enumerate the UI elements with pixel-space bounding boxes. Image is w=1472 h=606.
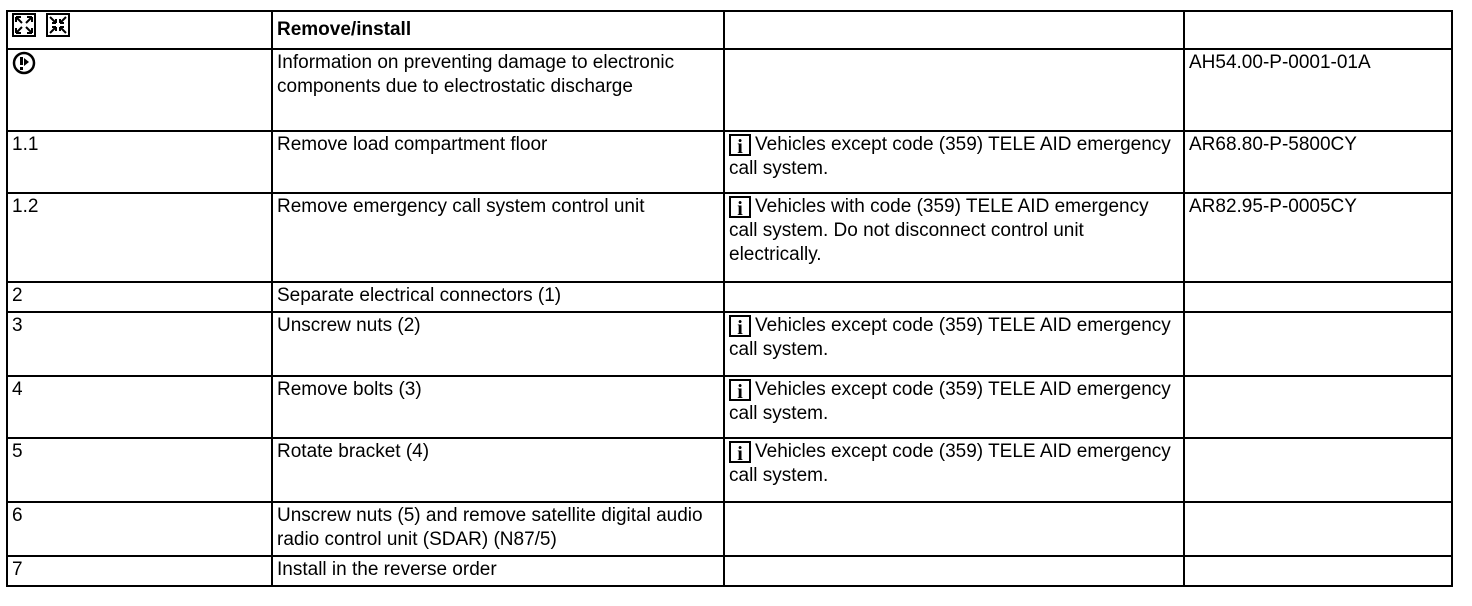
reference-cell	[1184, 376, 1452, 438]
header-empty-ref	[1184, 11, 1452, 49]
step-cell	[7, 49, 272, 131]
info-icon: i	[729, 196, 751, 218]
action-cell: Install in the reverse order	[272, 556, 724, 586]
row-3	[7, 312, 1452, 376]
note-text: Vehicles with code (359) TELE AID emergency call system. Do not disconnect control unit electrically.	[729, 196, 1149, 265]
step-cell: 5	[7, 438, 272, 502]
info-icon: i	[729, 134, 751, 156]
action-cell: Separate electrical connectors (1)	[272, 282, 724, 312]
step-cell: 1.1	[7, 131, 272, 193]
note-cell	[724, 49, 1184, 131]
note-cell	[724, 376, 1184, 438]
reference-link[interactable]: AR68.80-P-5800CY	[1184, 131, 1452, 193]
note-cell	[724, 312, 1184, 376]
row-esd-info	[7, 49, 1452, 131]
row-1-2	[7, 193, 1452, 282]
action-cell: Unscrew nuts (5) and remove satellite digital audio radio control unit (SDAR) (N87/5)	[272, 502, 724, 556]
info-icon: i	[729, 315, 751, 337]
header-icons-cell	[7, 11, 272, 49]
action-cell: Remove bolts (3)	[272, 376, 724, 438]
row-6	[7, 502, 1452, 556]
info-icon: i	[729, 379, 751, 401]
procedure-table	[6, 10, 1453, 587]
note-text: Vehicles except code (359) TELE AID emergency call system.	[729, 441, 1171, 486]
step-cell: 3	[7, 312, 272, 376]
reference-link[interactable]: AR82.95-P-0005CY	[1184, 193, 1452, 282]
row-5	[7, 438, 1452, 502]
header-empty-note	[724, 11, 1184, 49]
reference-cell	[1184, 312, 1452, 376]
collapse-icon[interactable]	[46, 13, 70, 44]
note-cell	[724, 193, 1184, 282]
header-title: Remove/install	[272, 11, 724, 49]
row-2	[7, 282, 1452, 312]
header-row	[7, 11, 1452, 49]
step-cell: 2	[7, 282, 272, 312]
action-cell: Unscrew nuts (2)	[272, 312, 724, 376]
reference-cell	[1184, 556, 1452, 586]
expand-icon[interactable]	[12, 13, 36, 44]
row-7	[7, 556, 1452, 586]
step-cell: 1.2	[7, 193, 272, 282]
note-cell	[724, 282, 1184, 312]
action-cell: Rotate bracket (4)	[272, 438, 724, 502]
note-cell	[724, 556, 1184, 586]
step-cell: 6	[7, 502, 272, 556]
reference-cell	[1184, 502, 1452, 556]
note-cell	[724, 131, 1184, 193]
action-cell: Remove load compartment floor	[272, 131, 724, 193]
note-cell	[724, 438, 1184, 502]
note-text: Vehicles except code (359) TELE AID emergency call system.	[729, 134, 1171, 179]
action-cell: Information on preventing damage to electronic components due to electrostatic discharge	[272, 49, 724, 131]
row-4	[7, 376, 1452, 438]
step-cell: 4	[7, 376, 272, 438]
esd-warning-icon	[12, 51, 36, 82]
step-cell: 7	[7, 556, 272, 586]
row-1-1	[7, 131, 1452, 193]
reference-cell	[1184, 282, 1452, 312]
reference-link[interactable]: AH54.00-P-0001-01A	[1184, 49, 1452, 131]
action-cell: Remove emergency call system control unit	[272, 193, 724, 282]
reference-cell	[1184, 438, 1452, 502]
note-text: Vehicles except code (359) TELE AID emergency call system.	[729, 379, 1171, 424]
info-icon: i	[729, 441, 751, 463]
note-cell	[724, 502, 1184, 556]
note-text: Vehicles except code (359) TELE AID emergency call system.	[729, 315, 1171, 360]
